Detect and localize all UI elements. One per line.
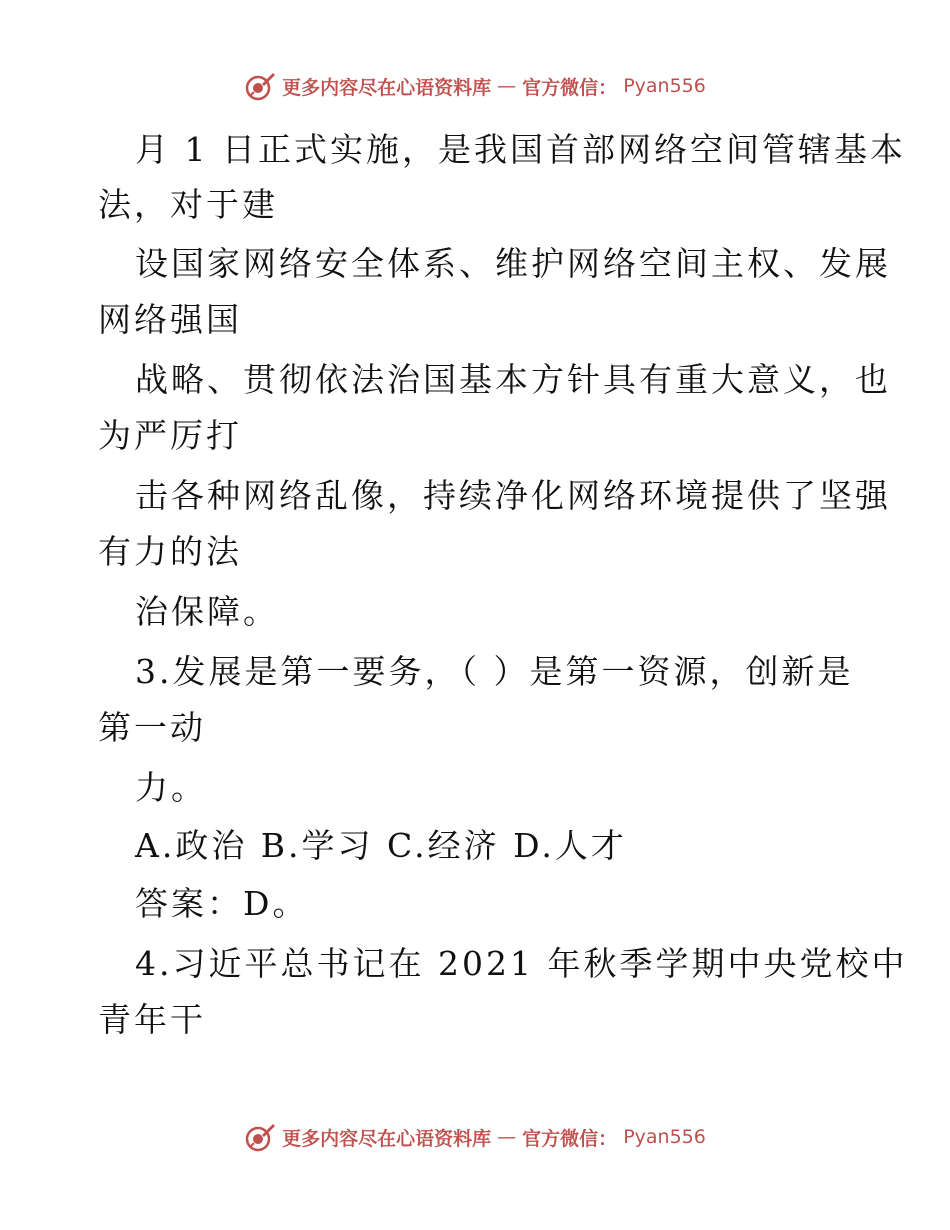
watermark-contact-label: 官方微信：	[522, 1127, 618, 1150]
watermark-contact-label: 官方微信：	[522, 76, 618, 99]
watermark-brand: 更多内容尽在心语资料库	[282, 76, 492, 99]
question-3-answer: 答案：D。	[135, 884, 309, 923]
body-line: 力。	[135, 768, 207, 807]
pen-seal-icon	[244, 1121, 276, 1153]
body-line: 击各种网络乱像，持续净化网络环境提供了坚强	[135, 476, 891, 515]
body-line: 设国家网络安全体系、维护网络空间主权、发展	[135, 244, 891, 283]
watermark-dash: —	[497, 1126, 517, 1148]
watermark-brand: 更多内容尽在心语资料库	[282, 1127, 492, 1150]
watermark	[244, 70, 706, 102]
body-line: 为严厉打	[98, 416, 242, 455]
watermark	[244, 1121, 706, 1153]
watermark-dash: —	[497, 75, 517, 97]
body-line: 法，对于建	[98, 185, 278, 224]
body-line: 青年干	[98, 1000, 206, 1039]
footer-watermark	[0, 1121, 950, 1153]
body-line: 网络强国	[98, 300, 242, 339]
body-line: 第一动	[98, 708, 206, 747]
body-line: 月 1 日正式实施，是我国首部网络空间管辖基本	[135, 130, 906, 169]
body-line: 有力的法	[98, 532, 242, 571]
body-line: 治保障。	[135, 592, 279, 631]
watermark-contact-id: Pyan556	[623, 75, 706, 97]
question-3-options: A.政治 B.学习 C.经济 D.人才	[135, 826, 627, 865]
watermark-contact-id: Pyan556	[623, 1126, 706, 1148]
header-watermark	[0, 70, 950, 102]
question-4: 4.习近平总书记在 2021 年秋季学期中央党校中	[135, 944, 908, 983]
pen-seal-icon	[244, 70, 276, 102]
body-line: 战略、贯彻依法治国基本方针具有重大意义，也	[135, 360, 891, 399]
question-3: 3.发展是第一要务，（ ）是第一资源，创新是	[135, 652, 854, 691]
